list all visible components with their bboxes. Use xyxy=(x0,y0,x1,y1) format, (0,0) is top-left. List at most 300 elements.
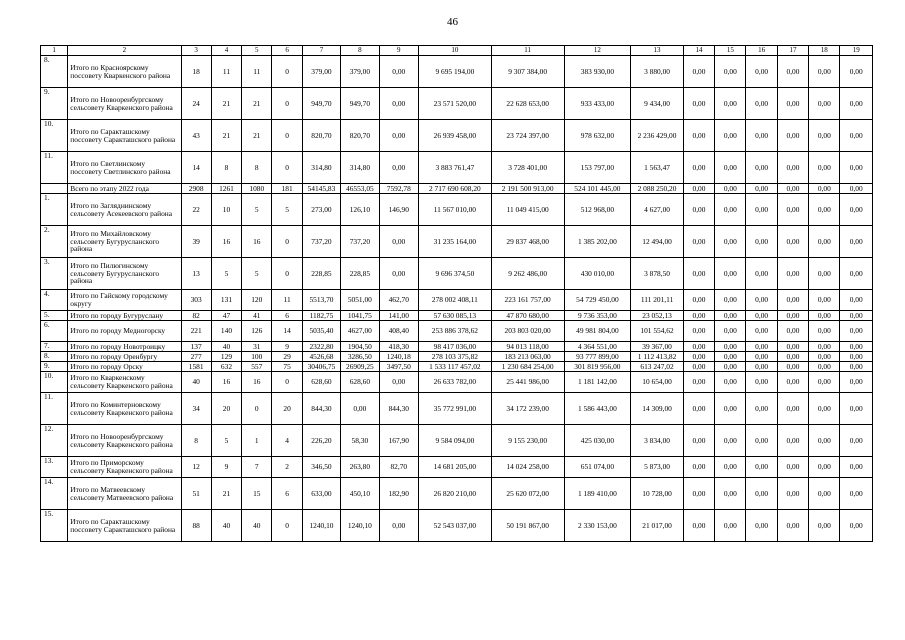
table-cell: 4526,68 xyxy=(302,352,340,362)
row-name: Итого по городу Медногорску xyxy=(68,321,181,342)
table-cell: 0,00 xyxy=(715,88,746,120)
table-cell: 0,00 xyxy=(840,372,873,393)
table-cell: 39 367,00 xyxy=(631,342,684,352)
table-cell: 203 803 020,00 xyxy=(491,321,564,342)
table-cell: 30406,75 xyxy=(302,362,340,372)
table-cell: 0,00 xyxy=(715,352,746,362)
table-cell: 167,90 xyxy=(379,425,418,457)
table-cell: 2 xyxy=(272,457,302,478)
table-cell: 0,00 xyxy=(840,478,873,510)
column-header: 14 xyxy=(683,46,714,56)
table-cell: 226,20 xyxy=(302,425,340,457)
table-cell: 0,00 xyxy=(746,120,777,152)
table-cell: 49 981 804,00 xyxy=(564,321,631,342)
table-cell: 0,00 xyxy=(809,372,840,393)
table-cell: 18 xyxy=(181,56,211,88)
table-cell: 253 886 378,62 xyxy=(418,321,491,342)
table-cell: 50 191 867,00 xyxy=(491,510,564,542)
table-cell: 0,00 xyxy=(777,120,808,152)
table-cell: 0,00 xyxy=(715,372,746,393)
table-cell: 0,00 xyxy=(715,258,746,290)
row-number: 3. xyxy=(41,258,68,290)
table-cell: 0,00 xyxy=(683,457,714,478)
table-cell: 34 xyxy=(181,393,211,425)
table-row xyxy=(41,258,873,290)
table-cell: 0,00 xyxy=(683,393,714,425)
table-cell: 0,00 xyxy=(809,321,840,342)
table-cell: 6 xyxy=(272,311,302,321)
table-cell: 58,30 xyxy=(341,425,379,457)
table-row xyxy=(41,152,873,184)
table-cell: 31 xyxy=(242,342,272,352)
table-cell: 628,60 xyxy=(302,372,340,393)
table-cell: 0,00 xyxy=(715,120,746,152)
row-number: 1. xyxy=(41,194,68,226)
table-cell: 16 xyxy=(211,372,241,393)
table-cell: 0,00 xyxy=(746,372,777,393)
table-cell: 41 xyxy=(242,311,272,321)
row-name: Итого по городу Новотроицку xyxy=(68,342,181,352)
column-header: 18 xyxy=(809,46,840,56)
table-cell: 933 433,00 xyxy=(564,88,631,120)
row-number: 12. xyxy=(41,425,68,457)
table-cell: 14 xyxy=(272,321,302,342)
table-cell: 0,00 xyxy=(809,425,840,457)
column-header: 15 xyxy=(715,46,746,56)
table-cell: 140 xyxy=(211,321,241,342)
table-cell: 633,00 xyxy=(302,478,340,510)
table-cell: 137 xyxy=(181,342,211,352)
table-cell: 0,00 xyxy=(777,342,808,352)
table-cell: 0,00 xyxy=(840,352,873,362)
table-cell: 0,00 xyxy=(379,372,418,393)
table-cell: 47 870 680,00 xyxy=(491,311,564,321)
table-cell: 1182,75 xyxy=(302,311,340,321)
table-cell: 820,70 xyxy=(302,120,340,152)
table-cell: 0,00 xyxy=(777,478,808,510)
row-name: Итого по Саракташскому поссовету Саракташского района xyxy=(68,510,181,542)
table-cell: 0,00 xyxy=(809,184,840,194)
table-cell: 0,00 xyxy=(715,362,746,372)
row-name: Итого по Приморскому сельсовету Кваркенского района xyxy=(68,457,181,478)
table-row xyxy=(41,393,873,425)
table-cell: 21 xyxy=(242,120,272,152)
table-cell: 0,00 xyxy=(746,311,777,321)
table-cell: 16 xyxy=(242,226,272,258)
table-cell: 1581 xyxy=(181,362,211,372)
table-cell: 8 xyxy=(181,425,211,457)
table-cell: 3 880,00 xyxy=(631,56,684,88)
table-cell: 0,00 xyxy=(840,88,873,120)
table-cell: 5 xyxy=(211,258,241,290)
table-cell: 101 554,62 xyxy=(631,321,684,342)
table-cell: 21 xyxy=(211,478,241,510)
table-cell: 0,00 xyxy=(683,152,714,184)
column-header: 5 xyxy=(242,46,272,56)
table-cell: 11 xyxy=(242,56,272,88)
table-cell: 0 xyxy=(272,510,302,542)
table-row xyxy=(41,88,873,120)
table-cell: 628,60 xyxy=(341,372,379,393)
table-cell: 146,90 xyxy=(379,194,418,226)
table-cell: 0,00 xyxy=(683,184,714,194)
table-cell: 0,00 xyxy=(341,393,379,425)
table-cell: 0,00 xyxy=(715,393,746,425)
table-cell: 47 xyxy=(211,311,241,321)
row-number: 10. xyxy=(41,120,68,152)
table-cell: 0,00 xyxy=(683,88,714,120)
table-row xyxy=(41,352,873,362)
table-cell: 82 xyxy=(181,311,211,321)
table-cell: 0,00 xyxy=(683,56,714,88)
table-cell: 35 772 991,00 xyxy=(418,393,491,425)
table-cell: 0,00 xyxy=(746,478,777,510)
table-cell: 0,00 xyxy=(746,88,777,120)
table-cell: 0,00 xyxy=(379,56,418,88)
table-cell: 0,00 xyxy=(746,194,777,226)
column-header: 11 xyxy=(491,46,564,56)
row-number: 8. xyxy=(41,56,68,88)
row-number: 15. xyxy=(41,510,68,542)
table-cell: 3 728 401,00 xyxy=(491,152,564,184)
row-name: Итого по городу Бугуруслану xyxy=(68,311,181,321)
table-cell: 0,00 xyxy=(683,352,714,362)
table-cell: 1240,10 xyxy=(341,510,379,542)
table-cell: 5 xyxy=(242,258,272,290)
row-name: Итого по Новооренбургскому сельсовету Кваркенского района xyxy=(68,425,181,457)
table-cell: 844,30 xyxy=(379,393,418,425)
table-cell: 651 074,00 xyxy=(564,457,631,478)
table-cell: 131 xyxy=(211,290,241,311)
table-cell: 9 696 374,50 xyxy=(418,258,491,290)
table-cell: 383 930,00 xyxy=(564,56,631,88)
table-cell: 15 xyxy=(242,478,272,510)
table-cell: 0,00 xyxy=(746,290,777,311)
table-cell: 0,00 xyxy=(715,56,746,88)
table-cell: 9 xyxy=(211,457,241,478)
table-cell: 5 xyxy=(242,194,272,226)
table-cell: 0,00 xyxy=(840,290,873,311)
table-cell: 4627,00 xyxy=(341,321,379,342)
table-cell: 0,00 xyxy=(683,120,714,152)
row-name: Итого по Загляднинскому сельсовету Асекеевского района xyxy=(68,194,181,226)
table-cell: 10 xyxy=(211,194,241,226)
table-row xyxy=(41,311,873,321)
row-number xyxy=(41,184,68,194)
table-cell: 2 191 500 913,00 xyxy=(491,184,564,194)
row-name: Итого по Кваркенскому сельсовету Кваркенского района xyxy=(68,372,181,393)
table-cell: 26909,25 xyxy=(341,362,379,372)
column-header: 9 xyxy=(379,46,418,56)
table-cell: 0,00 xyxy=(809,226,840,258)
table-cell: 0,00 xyxy=(683,372,714,393)
table-cell: 314,80 xyxy=(341,152,379,184)
table-cell: 12 494,00 xyxy=(631,226,684,258)
table-cell: 408,40 xyxy=(379,321,418,342)
table-row xyxy=(41,56,873,88)
table-cell: 949,70 xyxy=(302,88,340,120)
column-header: 1 xyxy=(41,46,68,56)
table-cell: 425 030,00 xyxy=(564,425,631,457)
table-cell: 949,70 xyxy=(341,88,379,120)
table-cell: 3 883 761,47 xyxy=(418,152,491,184)
table-cell: 26 820 210,00 xyxy=(418,478,491,510)
row-name: Итого по городу Орску xyxy=(68,362,181,372)
column-header: 4 xyxy=(211,46,241,56)
table-cell: 737,20 xyxy=(341,226,379,258)
table-cell: 39 xyxy=(181,226,211,258)
page-number: 46 xyxy=(447,16,458,28)
table-cell: 120 xyxy=(242,290,272,311)
table-cell: 0 xyxy=(242,393,272,425)
table-cell: 0,00 xyxy=(683,342,714,352)
table-cell: 1 230 684 254,00 xyxy=(491,362,564,372)
table-cell: 40 xyxy=(211,342,241,352)
table-cell: 9 307 384,00 xyxy=(491,56,564,88)
table-cell: 1 181 142,00 xyxy=(564,372,631,393)
table-cell: 20 xyxy=(272,393,302,425)
table-cell: 0,00 xyxy=(715,311,746,321)
table-cell: 0,00 xyxy=(809,311,840,321)
column-header: 3 xyxy=(181,46,211,56)
row-name: Итого по Михайловскому сельсовету Бугурусланского района xyxy=(68,226,181,258)
table-cell: 0 xyxy=(272,88,302,120)
table-cell: 22 xyxy=(181,194,211,226)
table-cell: 7592,78 xyxy=(379,184,418,194)
column-header: 2 xyxy=(68,46,181,56)
table-cell: 0,00 xyxy=(840,311,873,321)
table-cell: 1 586 443,00 xyxy=(564,393,631,425)
table-cell: 228,85 xyxy=(302,258,340,290)
table-cell: 9 xyxy=(272,342,302,352)
table-cell: 94 013 118,00 xyxy=(491,342,564,352)
row-number: 9. xyxy=(41,362,68,372)
table-cell: 0,00 xyxy=(840,425,873,457)
table-cell: 844,30 xyxy=(302,393,340,425)
table-cell: 43 xyxy=(181,120,211,152)
table-cell: 23 052,13 xyxy=(631,311,684,321)
table-cell: 0,00 xyxy=(777,290,808,311)
table-cell: 0,00 xyxy=(715,478,746,510)
table-cell: 0,00 xyxy=(683,510,714,542)
table-cell: 2 236 429,00 xyxy=(631,120,684,152)
column-header: 8 xyxy=(341,46,379,56)
table-cell: 2908 xyxy=(181,184,211,194)
table-cell: 0,00 xyxy=(840,226,873,258)
table-cell: 0,00 xyxy=(746,393,777,425)
table-cell: 0,00 xyxy=(777,321,808,342)
column-header: 13 xyxy=(631,46,684,56)
table-cell: 0,00 xyxy=(777,393,808,425)
table-row xyxy=(41,342,873,352)
table-cell: 0,00 xyxy=(715,290,746,311)
table-cell: 0,00 xyxy=(379,258,418,290)
table-cell: 29 837 468,00 xyxy=(491,226,564,258)
table-cell: 5035,40 xyxy=(302,321,340,342)
table-cell: 11 567 010,00 xyxy=(418,194,491,226)
table-cell: 379,00 xyxy=(302,56,340,88)
table-cell: 26 939 458,00 xyxy=(418,120,491,152)
table-cell: 632 xyxy=(211,362,241,372)
table-cell: 14 681 205,00 xyxy=(418,457,491,478)
table-cell: 0,00 xyxy=(777,362,808,372)
table-row xyxy=(41,184,873,194)
table-cell: 0,00 xyxy=(746,258,777,290)
table-cell: 0,00 xyxy=(777,56,808,88)
table-cell: 25 441 986,00 xyxy=(491,372,564,393)
table-cell: 54145,83 xyxy=(302,184,340,194)
table-cell: 21 xyxy=(211,120,241,152)
table-row xyxy=(41,321,873,342)
table-cell: 0,00 xyxy=(840,184,873,194)
row-name: Итого по Новооренбургскому сельсовету Кваркенского района xyxy=(68,88,181,120)
table-cell: 0,00 xyxy=(683,226,714,258)
table-cell: 0,00 xyxy=(746,321,777,342)
table-row xyxy=(41,425,873,457)
row-number: 13. xyxy=(41,457,68,478)
table-cell: 223 161 757,00 xyxy=(491,290,564,311)
table-row xyxy=(41,372,873,393)
table-cell: 346,50 xyxy=(302,457,340,478)
table-cell: 0,00 xyxy=(683,194,714,226)
table-cell: 20 xyxy=(211,393,241,425)
table-cell: 0,00 xyxy=(379,152,418,184)
table-cell: 0,00 xyxy=(809,194,840,226)
header-row xyxy=(41,46,873,56)
table-cell: 0,00 xyxy=(777,425,808,457)
column-header: 12 xyxy=(564,46,631,56)
table-cell: 2 088 250,20 xyxy=(631,184,684,194)
table-cell: 13 xyxy=(181,258,211,290)
table-cell: 0,00 xyxy=(777,510,808,542)
table-cell: 4 627,00 xyxy=(631,194,684,226)
table-cell: 0 xyxy=(272,226,302,258)
table-cell: 40 xyxy=(181,372,211,393)
table-cell: 0,00 xyxy=(746,352,777,362)
table-cell: 0,00 xyxy=(777,152,808,184)
table-cell: 0,00 xyxy=(715,321,746,342)
table-cell: 418,30 xyxy=(379,342,418,352)
table-cell: 2 717 690 608,20 xyxy=(418,184,491,194)
table-cell: 0,00 xyxy=(809,258,840,290)
table-cell: 0,00 xyxy=(746,152,777,184)
row-name: Итого по Пилюгинскому сельсовету Бугурусланского района xyxy=(68,258,181,290)
table-cell: 7 xyxy=(242,457,272,478)
table-row xyxy=(41,290,873,311)
table-cell: 182,90 xyxy=(379,478,418,510)
table-cell: 1 xyxy=(242,425,272,457)
table-cell: 0,00 xyxy=(840,321,873,342)
table-cell: 0,00 xyxy=(809,88,840,120)
table-cell: 40 xyxy=(211,510,241,542)
table-cell: 0,00 xyxy=(840,362,873,372)
column-header: 7 xyxy=(302,46,340,56)
table-cell: 5 xyxy=(211,425,241,457)
table-cell: 0,00 xyxy=(809,393,840,425)
table-cell: 228,85 xyxy=(341,258,379,290)
row-name: Итого по Саракташскому поссовету Саракташского района xyxy=(68,120,181,152)
table-cell: 21 017,00 xyxy=(631,510,684,542)
table-cell: 0,00 xyxy=(683,311,714,321)
table-cell: 273,00 xyxy=(302,194,340,226)
table-cell: 153 797,00 xyxy=(564,152,631,184)
table-cell: 11 xyxy=(272,290,302,311)
column-header: 17 xyxy=(777,46,808,56)
table-cell: 16 xyxy=(242,372,272,393)
table-cell: 46553,05 xyxy=(341,184,379,194)
table-cell: 183 213 063,00 xyxy=(491,352,564,362)
table-cell: 0,00 xyxy=(777,311,808,321)
table-cell: 820,70 xyxy=(341,120,379,152)
table-cell: 0,00 xyxy=(715,226,746,258)
row-number: 6. xyxy=(41,321,68,342)
table-row xyxy=(41,362,873,372)
table-cell: 613 247,02 xyxy=(631,362,684,372)
table-cell: 0,00 xyxy=(683,290,714,311)
row-name: Итого по Гайскому городскому округу xyxy=(68,290,181,311)
table-cell: 1080 xyxy=(242,184,272,194)
row-number: 11. xyxy=(41,393,68,425)
table-cell: 3497,50 xyxy=(379,362,418,372)
table-cell: 0,00 xyxy=(379,88,418,120)
table-cell: 0,00 xyxy=(746,425,777,457)
table-cell: 3 834,00 xyxy=(631,425,684,457)
table-cell: 0,00 xyxy=(379,226,418,258)
table-cell: 0,00 xyxy=(746,56,777,88)
table-cell: 5051,00 xyxy=(341,290,379,311)
table-cell: 263,80 xyxy=(341,457,379,478)
table-cell: 0,00 xyxy=(683,321,714,342)
table-cell: 0,00 xyxy=(777,372,808,393)
table-cell: 129 xyxy=(211,352,241,362)
table-cell: 9 434,00 xyxy=(631,88,684,120)
table-cell: 450,10 xyxy=(341,478,379,510)
table-cell: 21 xyxy=(211,88,241,120)
table-cell: 0,00 xyxy=(777,258,808,290)
table-cell: 0,00 xyxy=(683,362,714,372)
table-cell: 9 155 230,00 xyxy=(491,425,564,457)
table-row xyxy=(41,478,873,510)
table-cell: 126 xyxy=(242,321,272,342)
table-cell: 2322,80 xyxy=(302,342,340,352)
table-cell: 0,00 xyxy=(715,457,746,478)
table-cell: 14 024 258,00 xyxy=(491,457,564,478)
table-cell: 29 xyxy=(272,352,302,362)
table-cell: 314,80 xyxy=(302,152,340,184)
table-cell: 23 571 520,00 xyxy=(418,88,491,120)
table-cell: 9 584 094,00 xyxy=(418,425,491,457)
column-header: 6 xyxy=(272,46,302,56)
table-cell: 0 xyxy=(272,372,302,393)
table-row xyxy=(41,194,873,226)
table-cell: 23 724 397,00 xyxy=(491,120,564,152)
table-cell: 0,00 xyxy=(746,342,777,352)
table-cell: 0,00 xyxy=(379,120,418,152)
table-cell: 40 xyxy=(242,510,272,542)
column-header: 10 xyxy=(418,46,491,56)
table-cell: 111 201,11 xyxy=(631,290,684,311)
row-number: 10. xyxy=(41,372,68,393)
table-cell: 0 xyxy=(272,120,302,152)
table-cell: 8 xyxy=(242,152,272,184)
table-cell: 8 xyxy=(211,152,241,184)
table-cell: 1041,75 xyxy=(341,311,379,321)
table-cell: 57 630 085,13 xyxy=(418,311,491,321)
table-cell: 0 xyxy=(272,258,302,290)
row-name: Итого по Красноярскому поссовету Кваркенского района xyxy=(68,56,181,88)
row-name: Итого по Матвеевскому сельсовету Матвеевского района xyxy=(68,478,181,510)
table-cell: 0,00 xyxy=(746,362,777,372)
